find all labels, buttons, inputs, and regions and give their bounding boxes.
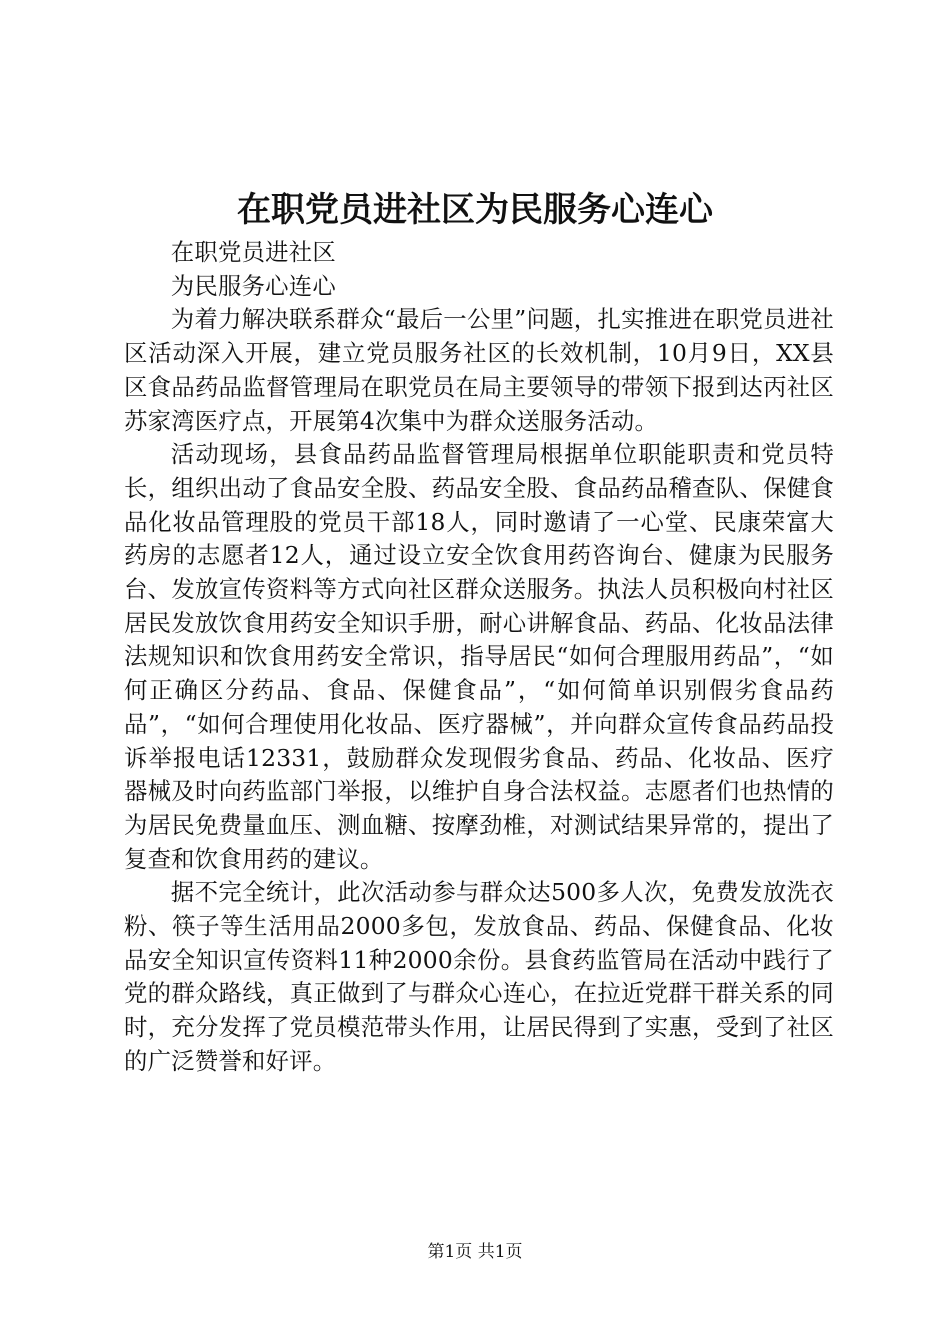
- paragraph-summary: 据不完全统计，此次活动参与群众达500多人次，免费发放洗衣粉、筷子等生活用品2000多包，发放食品、药品、保健食品、化妆品安全知识宣传资料11种2000余份。县食药监管局在活动中践行了党的群众路线，真正做到了与群众心连心，在拉近党群干群关系的同时，充分发挥了党员模范带头作用，让居民得到了实惠，受到了社区的广泛赞誉和好评。: [124, 878, 834, 1075]
- document-title: 在职党员进社区为民服务心连心: [237, 190, 713, 230]
- document-body: [124, 236, 834, 1079]
- paragraph-subtitle-1: 在职党员进社区: [170, 238, 336, 266]
- paragraph-subtitle-2: 为民服务心连心: [170, 271, 336, 300]
- paragraph-intro: 为着力解决联系群众“最后一公里”问题，扎实推进在职党员进社区活动深入开展，建立党员服务社区的长效机制，10月9日，XX县区食品药品监督管理局在职党员在局主要领导的带领下报到达丙社区苏家湾医疗点，开展第4次集中为群众送服务活动。: [124, 305, 834, 435]
- paragraph-activity: 活动现场，县食品药品监督管理局根据单位职能职责和党员特长，组织出动了食品安全股、药品安全股、食品药品稽查队、保健食品化妆品管理股的党员干部18人，同时邀请了一心堂、民康荣富大药房的志愿者12人，通过设立安全饮食用药咨询台、健康为民服务台、发放宣传资料等方式向社区群众送服务。执法人员积极向村社区居民发放饮食用药安全知识手册，耐心讲解食品、药品、化妆品法律法规知识和饮食用药安全常识，指导居民“如何合理服用药品”，“如何正确区分药品、食品、保健食品”，“如何简单识别假劣食品药品”，“如何合理使用化妆品、医疗器械”，并向群众宣传食品药品投诉举报电话12331，鼓励群众发现假劣食品、药品、化妆品、医疗器械及时向药监部门举报，以维护自身合法权益。志愿者们也热情的为居民免费量血压、测血糖、按摩劲椎，对测试结果异常的，提出了复查和饮食用药的建议。: [124, 440, 834, 873]
- page-footer: 第1页 共1页: [427, 1242, 523, 1262]
